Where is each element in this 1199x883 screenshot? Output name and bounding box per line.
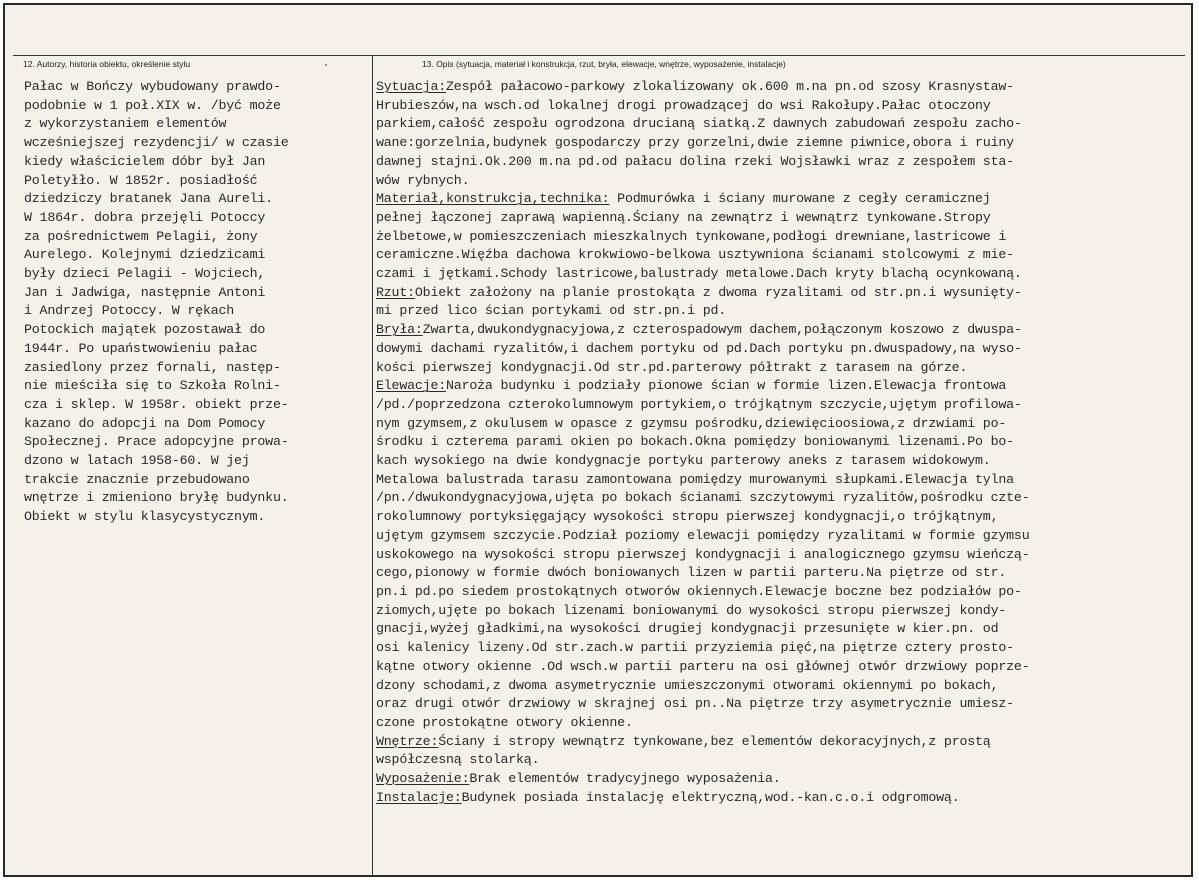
description-line — [376, 452, 1029, 471]
description-line — [376, 658, 1029, 677]
description-text-run: dzony schodami,z dwoma asymetrycznie umieszczonymi otworami okiennymi po bokach, — [376, 677, 999, 693]
description-text-run: /pd./poprzedzona czterokolumnowym portykiem,o trójkątnym szczycie,ujętym profilowa- — [376, 396, 1022, 412]
description-text-run: osi kalenicy lizeny.Od str.zach.w partii przyziemia pięć,na piętrze cztery prosto- — [376, 640, 1014, 656]
description-line — [376, 246, 1029, 265]
description-line — [376, 321, 1029, 340]
description-text-run: /pn./dwukondygnacyjowa,ujęta po bokach ścianami szczytowymi ryzalitów,pośrodku czte- — [376, 490, 1030, 506]
description-line — [376, 751, 1029, 770]
description-line — [376, 527, 1029, 546]
description-text-run: żelbetowe,w pomieszczeniach mieszkalnych tynkowane,podłogi drewniane,lastricowe i — [376, 228, 1007, 244]
description-text-run: mi przed lico ścian portykami od str.pn.i pd. — [376, 303, 727, 319]
description-text-run: cego,pionowy w formie dwóch boniowanych lizen w partii parteru.Na piętrze od str. — [376, 565, 1007, 581]
description-line — [376, 677, 1029, 696]
description-line — [376, 770, 1029, 789]
description-text-run: Naroża budynku i podziały pionowe ścian w formie lizen.Elewacja frontowa — [446, 378, 1007, 394]
description-line — [376, 415, 1029, 434]
history-line: zasiedlony przez fornali, następ- — [24, 359, 281, 375]
description-line — [376, 396, 1029, 415]
description-line — [376, 564, 1029, 583]
description-text-run: ujętym gzymsem szczycie.Podział poziomy elewacji pomiędzy ryzalitami w formie gzymsu — [376, 527, 1030, 543]
history-text — [24, 78, 289, 527]
description-text-run: Podmurówka i ściany murowane z cegły ceramicznej — [609, 191, 991, 207]
description-line — [376, 620, 1029, 639]
description-text-run: gnacji,wyżej gładkimi,na wysokości drugiej kondygnacji przesunięte w kier.pn. od — [376, 621, 999, 637]
description-line — [376, 228, 1029, 247]
section-label: Elewacje: — [376, 378, 447, 394]
description-line — [376, 302, 1029, 321]
description-line — [376, 153, 1029, 172]
description-text-run: nym gzymsem,z okulusem w opasce z gzymsu pośrodku,dziewięcioosiowa,z drzwiami po- — [376, 415, 1007, 431]
history-line: Pałac w Bończy wybudowany prawdo- — [24, 79, 281, 94]
history-line: cza i sklep. W 1958r. obiekt prze- — [24, 396, 289, 412]
history-line: dzono w latach 1958-60. W jej — [24, 453, 250, 469]
section-label: Sytuacja: — [376, 79, 447, 94]
description-text-run: pn.i pd.po siedem prostokątnych otworów okiennych.Elewacje boczne bez podziałów po- — [376, 583, 1022, 599]
history-line: Obiekt w stylu klasycystycznym. — [24, 509, 266, 525]
description-line — [376, 789, 1029, 808]
description-text-run: czone prostokątne otwory okienne. — [376, 714, 633, 730]
history-line: Aurelego. Kolejnymi dziedzicami — [24, 247, 266, 263]
description-text-run: dowymi dachami ryzalitów,i dachem portyku od pd.Dach portyku pn.dwuspadowy,na wyso- — [376, 340, 1022, 356]
description-text-run: kach wysokiego na dwie kondygnacje portyku parterowy aneks z tarasem widokowym. — [376, 453, 991, 469]
description-line — [376, 489, 1029, 508]
description-text-run: dawnej stajni.Ok.200 m.na pd.od pałacu dolina rzeki Wojsławki wraz z zespołem sta- — [376, 153, 1014, 169]
history-line: Jan i Jadwiga, następnie Antoni — [24, 284, 266, 300]
description-line — [376, 265, 1029, 284]
description-line — [376, 190, 1029, 209]
description-text-run: współczesną stolarką. — [376, 752, 540, 768]
description-text-run: Zespół pałacowo-parkowy zlokalizowany ok.600 m.na pn.od szosy Krasnystaw- — [446, 79, 1014, 94]
description-text-run: parkiem,całość zespołu ogrodzona drucianą siatką.Z dawnych zabudowań zespołu zacho- — [376, 116, 1022, 132]
section-label: Wyposażenie: — [376, 771, 470, 787]
description-text-run: Budynek posiada instalację elektryczną,wod.-kan.c.o.i odgromową. — [461, 789, 960, 805]
description-line — [376, 508, 1029, 527]
description-text-run: ziomych,ujęte po bokach lizenami boniowanymi do wysokości stropu pierwszej kondy- — [376, 602, 1007, 618]
section-label: Rzut: — [376, 284, 415, 300]
description-text-run: wane:gorzelnia,budynek gospodarczy przy gorzelni,dwie ziemne piwnice,obora i ruiny — [376, 135, 1014, 151]
history-line: z wykorzystaniem elementów — [24, 116, 227, 132]
history-line: Potockich majątek pozostawał do — [24, 322, 266, 338]
description-line — [376, 134, 1029, 153]
ink-speck — [325, 64, 327, 66]
section-label: Wnętrze: — [376, 733, 439, 749]
description-text — [376, 78, 1029, 807]
description-text-run: Obiekt założony na planie prostokąta z dwoma ryzalitami od str.pn.i wysunięty- — [414, 284, 1022, 300]
description-line — [376, 97, 1029, 116]
description-line — [376, 433, 1029, 452]
description-text-run: wów rybnych. — [376, 172, 470, 188]
description-line — [376, 284, 1029, 303]
history-line: były dzieci Pelagii - Wojciech, — [24, 266, 266, 282]
column-divider — [372, 55, 373, 875]
description-text-run: kątne otwory okienne .Od wsch.w partii parteru na osi głównej otwór drzwiowy poprze- — [376, 658, 1030, 674]
description-text-run: czami i jętkami.Schody lastricowe,balustrady metalowe.Dach kryty blachą ocynkowaną. — [376, 266, 1022, 282]
description-line — [376, 359, 1029, 378]
history-line: za pośrednictwem Pelagii, żony — [24, 228, 258, 244]
description-line — [376, 115, 1029, 134]
right-column-header: 13. Opis (sytuacja, materiał i konstrukcja, rzut, bryła, elewacje, wnętrze, wyposażenie, instalacje) — [422, 59, 786, 69]
description-text-run: oraz drugi otwór drzwiowy w skrajnej osi pn..Na piętrze trzy asymetrycznie umiesz- — [376, 696, 1014, 712]
description-line — [376, 583, 1029, 602]
section-label: Materiał,konstrukcja,technika: — [376, 191, 610, 207]
description-text-run: Brak elementów tradycyjnego wyposażenia. — [469, 771, 781, 787]
description-text-run: Ściany i stropy wewnątrz tynkowane,bez elementów dekoracyjnych,z prostą — [438, 733, 991, 749]
header-divider — [13, 55, 1185, 56]
description-line — [376, 471, 1029, 490]
description-line — [376, 546, 1029, 565]
history-line: nie mieściła się to Szkoła Rolni- — [24, 378, 281, 394]
history-line: W 1864r. dobra przejęli Potoccy — [24, 209, 266, 225]
description-line — [376, 602, 1029, 621]
description-text-run: ceramiczne.Więźba dachowa krokwiowo-belkowa usztywniona ścianami stolcowymi z mie- — [376, 247, 1014, 263]
description-line — [376, 733, 1029, 752]
description-text-run: kości pierwszej kondygnacji.Od str.pd.parterowy półtrakt z tarasem na górze. — [376, 359, 968, 375]
section-label: Bryła: — [376, 322, 423, 338]
history-line: 1944r. Po upaństwowieniu pałac — [24, 340, 258, 356]
description-line — [376, 377, 1029, 396]
section-label: Instalacje: — [376, 789, 462, 805]
description-text-run: środku i czterema parami okien po bokach.Okna pomiędzy boniowanymi lizenami.Po bo- — [376, 434, 1014, 450]
history-line: Poletyłło. W 1852r. posiadłość — [24, 172, 258, 188]
left-column-header: 12. Autorzy, historia obiektu, określenie stylu — [23, 59, 191, 69]
history-line: trakcie znacznie przebudowano — [24, 471, 250, 487]
history-line: wcześniejszej rezydencji/ w czasie — [24, 135, 289, 151]
description-text-run: Metalowa balustrada tarasu zamontowana pomiędzy murowanymi słupkami.Elewacja tylna — [376, 471, 1014, 487]
history-line: dziedziczy bratanek Jana Aureli. — [24, 191, 273, 207]
history-line: kiedy właścicielem dóbr był Jan — [24, 153, 266, 169]
inventory-card — [3, 3, 1193, 877]
description-line — [376, 172, 1029, 191]
history-line: podobnie w 1 poł.XIX w. /być może — [24, 97, 281, 113]
description-text-run: Hrubieszów,na wsch.od lokalnej drogi prowadzącej do wsi Rakołupy.Pałac otoczony — [376, 97, 991, 113]
history-line: wnętrze i zmieniono bryłę budynku. — [24, 490, 289, 506]
description-line — [376, 639, 1029, 658]
description-line — [376, 695, 1029, 714]
description-text-run: Zwarta,dwukondygnacyjowa,z czterospadowym dachem,połączonym koszowo z dwuspa- — [422, 322, 1022, 338]
description-line — [376, 714, 1029, 733]
history-line: kazano do adopcji na Dom Pomocy — [24, 415, 266, 431]
description-text-run: uskokowego na wysokości stropu pierwszej kondygnacji i analogicznego gzymsu wieńczą- — [376, 546, 1030, 562]
description-line — [376, 340, 1029, 359]
description-text-run: pełnej łączonej zaprawą wapienną.Ściany na zewnątrz i wewnątrz tynkowane.Stropy — [376, 209, 991, 225]
history-line: i Andrzej Potoccy. W rękach — [24, 303, 235, 319]
history-line: Społecznej. Prace adopcyjne prowa- — [24, 434, 289, 450]
description-text-run: rokolumnowy portyksięgający wysokości stropu pierwszej kondygnacji,o trójkątnym, — [376, 509, 999, 525]
description-line — [376, 78, 1029, 97]
description-line — [376, 209, 1029, 228]
